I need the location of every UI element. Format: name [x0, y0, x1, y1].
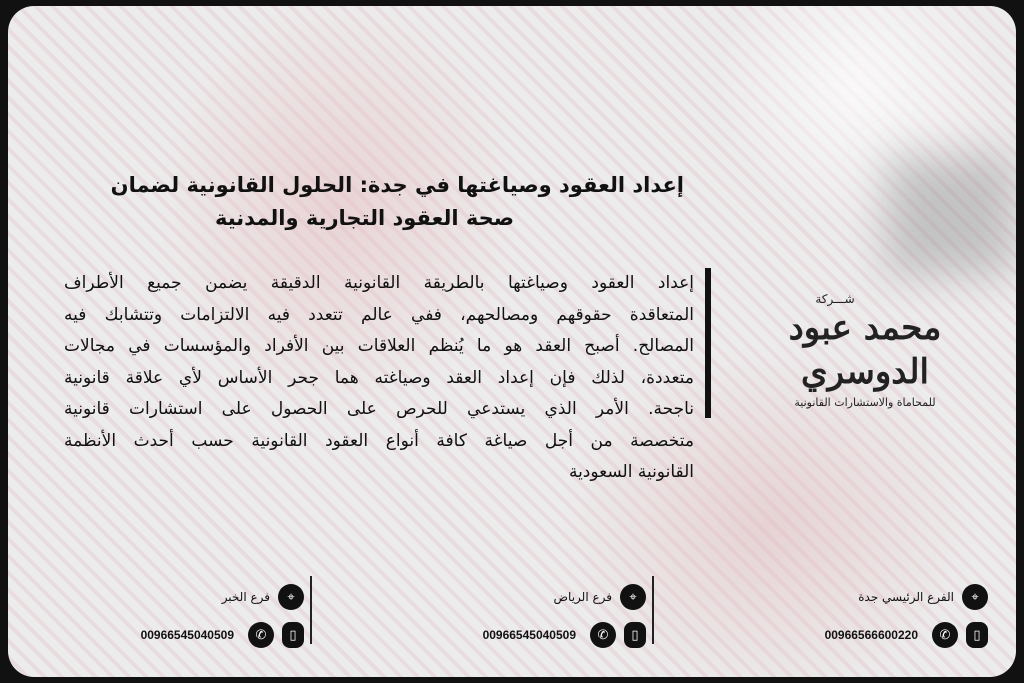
branch-khobar — [54, 582, 304, 658]
branch-name: الفرع الرئيسي جدة — [858, 590, 954, 604]
logo-name: محمد عبود الدوسري — [788, 308, 942, 392]
divider-bar — [705, 268, 711, 418]
body-line: القانونية السعودية — [568, 462, 694, 482]
body-line: المصالح. أصبح العقد هو ما يُنظم العلاقات بين الأفراد والمؤسسات في مجالات — [64, 336, 694, 356]
body-line: إعداد العقود وصياغتها بالطريقة القانونية الدقيقة يضمن جميع الأطراف — [64, 273, 694, 293]
whatsapp-icon[interactable]: ✆ — [248, 622, 274, 648]
background-shade — [886, 156, 1016, 276]
whatsapp-icon[interactable]: ✆ — [590, 622, 616, 648]
location-pin-icon: ⌖ — [278, 584, 304, 610]
logo-company-label: شـــركة — [815, 292, 855, 306]
mobile-phone-icon: ▯ — [966, 622, 988, 648]
mobile-phone-icon: ▯ — [282, 622, 304, 648]
body-line: المتعاقدة حقوقهم ومصالحهم، ففي عالم تتعدد فيه الالتزامات وتتشابك فيه — [64, 304, 694, 325]
phone-number[interactable]: 00966545040509 — [140, 628, 234, 642]
mobile-phone-icon: ▯ — [624, 622, 646, 648]
phone-number[interactable]: 00966566600220 — [824, 628, 918, 642]
branch-name: فرع الرياض — [553, 590, 612, 604]
location-pin-icon: ⌖ — [620, 584, 646, 610]
body-line: متخصصة من أجل صياغة كافة أنواع العقود القانونية حسب أحدث الأنظمة — [64, 430, 694, 451]
page-title — [64, 169, 684, 235]
location-pin-icon: ⌖ — [962, 584, 988, 610]
divider — [652, 576, 654, 644]
whatsapp-icon[interactable]: ✆ — [932, 622, 958, 648]
branch-jeddah — [738, 582, 988, 658]
banner — [8, 6, 1016, 677]
branch-riyadh — [396, 582, 646, 658]
branch-name: فرع الخبر — [221, 590, 270, 604]
body-paragraph — [64, 268, 694, 489]
phone-number[interactable]: 00966545040509 — [482, 628, 576, 642]
divider — [310, 576, 312, 644]
company-logo — [730, 292, 1000, 409]
title-line: إعداد العقود وصياغتها في جدة: الحلول القانونية لضمان — [110, 173, 684, 197]
body-line: متعددة، لذلك فإن إعداد العقد وصياغته هما جحر الأساس لأي علاقة قانونية — [64, 367, 694, 388]
title-line: صحة العقود التجارية والمدنية — [214, 206, 514, 230]
body-line: ناجحة. الأمر الذي يستدعي للحرص على الحصول على استشارات قانونية — [64, 399, 694, 419]
logo-subtitle: للمحاماة والاستشارات القانونية — [794, 396, 936, 409]
